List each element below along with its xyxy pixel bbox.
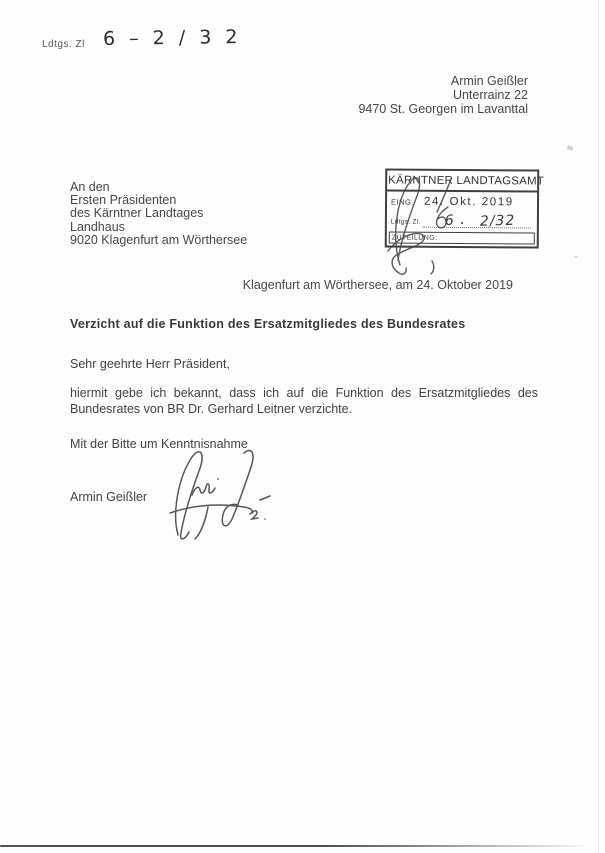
- recipient-line: Landhaus: [70, 219, 125, 234]
- sender-city: 9470 St. Georgen im Lavanttal: [358, 102, 528, 116]
- scan-edge-line-bottom: [0, 845, 592, 847]
- file-reference-number-handwritten: 6 – 2 / 3 2: [102, 26, 242, 50]
- signer-name: Armin Geißler: [70, 490, 148, 504]
- file-reference-label: Ldtgs. Zl: [42, 39, 85, 50]
- recipient-line: An den: [70, 180, 110, 194]
- recipient-line: Ersten Präsidenten: [70, 193, 177, 208]
- closing-line: Mit der Bitte um Kenntnisnahme: [70, 437, 248, 451]
- sender-street: Unterrainz 22: [452, 88, 528, 102]
- salutation: Sehr geehrte Herr Präsident,: [70, 357, 230, 371]
- handwritten-signature: [148, 443, 276, 543]
- subject-line: Verzicht auf die Funktion des Ersatzmitgliedes des Bundesrates: [70, 317, 466, 331]
- stamp-file-number-handwritten-2: 2/32: [479, 212, 516, 230]
- stamp-title: KÄRNTNER LANDTAGSAMT: [387, 170, 537, 192]
- stamp-received-date: 24. Okt. 2019: [423, 195, 514, 209]
- body-paragraph: hiermit gebe ich bekannt, dass ich auf die Funktion des Ersatzmitgliedes des Bundesrates von BR Dr. Gerhard Leitner verzichte.: [70, 386, 538, 416]
- recipient-address-block: [70, 181, 247, 247]
- recipient-line: 9020 Klagenfurt am Wörthersee: [70, 232, 248, 247]
- stamp-assignment-label: ZUTEILUNG:: [389, 231, 535, 244]
- office-entry-stamp: [385, 168, 545, 248]
- scan-speck: [566, 145, 573, 151]
- scan-edge-line-right: [598, 0, 599, 853]
- stamp-received-label: EING.: [391, 197, 414, 207]
- sender-address-block: [358, 74, 528, 116]
- scan-speck: [574, 256, 578, 258]
- dateline: Klagenfurt am Wörthersee, am 24. Oktober 2019: [242, 278, 513, 292]
- stamp-file-number-handwritten-1: 6: [444, 212, 455, 230]
- stamp-file-label: Ldtgs. Zl.: [390, 218, 421, 226]
- recipient-line: des Kärntner Landtages: [70, 206, 204, 221]
- stamp-file-number-line: [423, 211, 531, 229]
- sender-name: Armin Geißler: [450, 74, 528, 88]
